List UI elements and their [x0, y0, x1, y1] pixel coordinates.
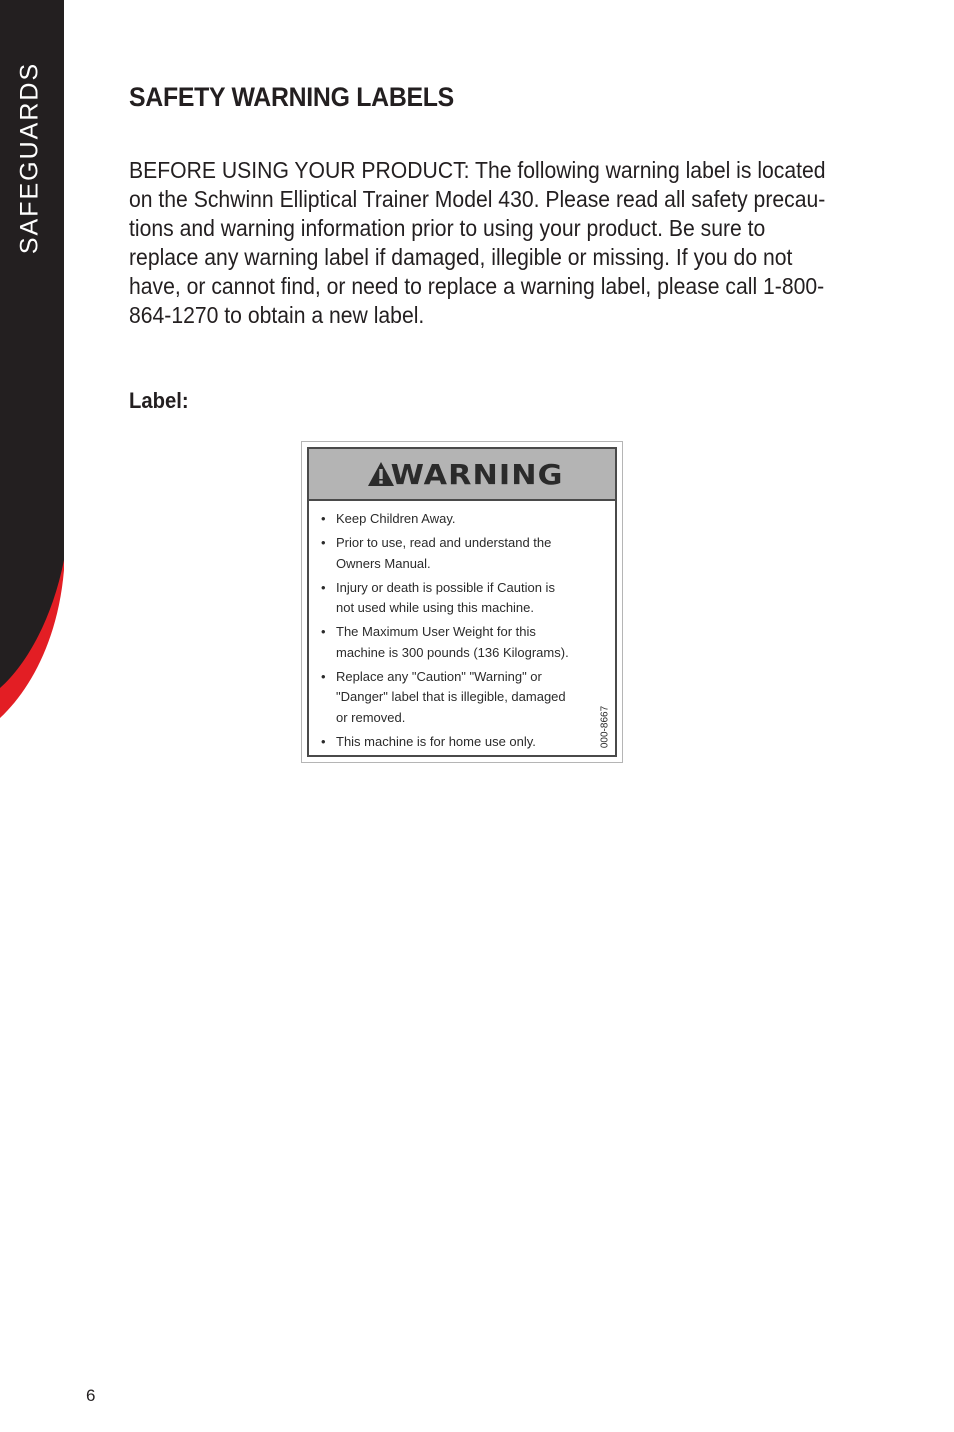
warning-item [319, 732, 589, 753]
warning-list [319, 509, 589, 756]
intro-line: on the Schwinn Elliptical Trainer Model 430. Please read all safety precau- [129, 186, 826, 212]
intro-line: 864-1270 to obtain a new label. [129, 302, 425, 328]
warning-item-line: Owners Manual. [336, 555, 431, 571]
intro-paragraph [129, 156, 847, 330]
bullet: • [321, 668, 326, 684]
warning-item-line: This machine is for home use only. [336, 733, 536, 749]
bullet: • [321, 733, 326, 749]
bullet: • [321, 624, 326, 639]
page-number: 6 [86, 1386, 96, 1405]
intro-line: replace any warning label if damaged, illegible or missing. If you do not [129, 244, 793, 270]
warning-item [319, 622, 589, 663]
warning-item-line: The Maximum User Weight for this [336, 624, 536, 639]
warning-header [309, 449, 615, 501]
label-heading: Label: [129, 388, 189, 413]
page-title: SAFETY WARNING LABELS [129, 82, 454, 112]
intro-line: BEFORE USING YOUR PRODUCT: The following warning label is located [129, 157, 826, 183]
intro-line: tions and warning information prior to using your product. Be sure to [129, 215, 766, 241]
warning-item-line: Replace any "Caution" "Warning" or [336, 668, 542, 684]
intro-line: have, or cannot find, or need to replace a warning label, please call 1-800- [129, 273, 825, 299]
warning-item-line: Prior to use, read and understand the [336, 535, 552, 550]
warning-item [319, 667, 589, 729]
warning-item-line: "Danger" label that is illegible, damaged [336, 689, 566, 704]
part-number: 000-8667 [599, 705, 611, 749]
warning-item-line: Keep Children Away. [336, 511, 456, 526]
warning-item [319, 533, 589, 574]
side-tab-label: SAFEGUARDS [15, 61, 44, 255]
warning-label-frame [307, 447, 617, 757]
warning-item [319, 578, 589, 619]
warning-item-line: not used while using this machine. [336, 600, 535, 615]
warning-label [301, 441, 623, 763]
warning-item-line: Injury or death is possible if Caution is [336, 579, 555, 595]
bullet: • [321, 535, 326, 550]
warning-item [319, 509, 589, 530]
warning-item-line: or removed. [336, 709, 406, 725]
bullet: • [321, 511, 326, 526]
bullet: • [321, 579, 326, 595]
warning-item-line: machine is 300 pounds (136 Kilograms). [336, 644, 569, 660]
side-tab [0, 0, 64, 720]
warning-header-text: WARNING [390, 457, 564, 491]
